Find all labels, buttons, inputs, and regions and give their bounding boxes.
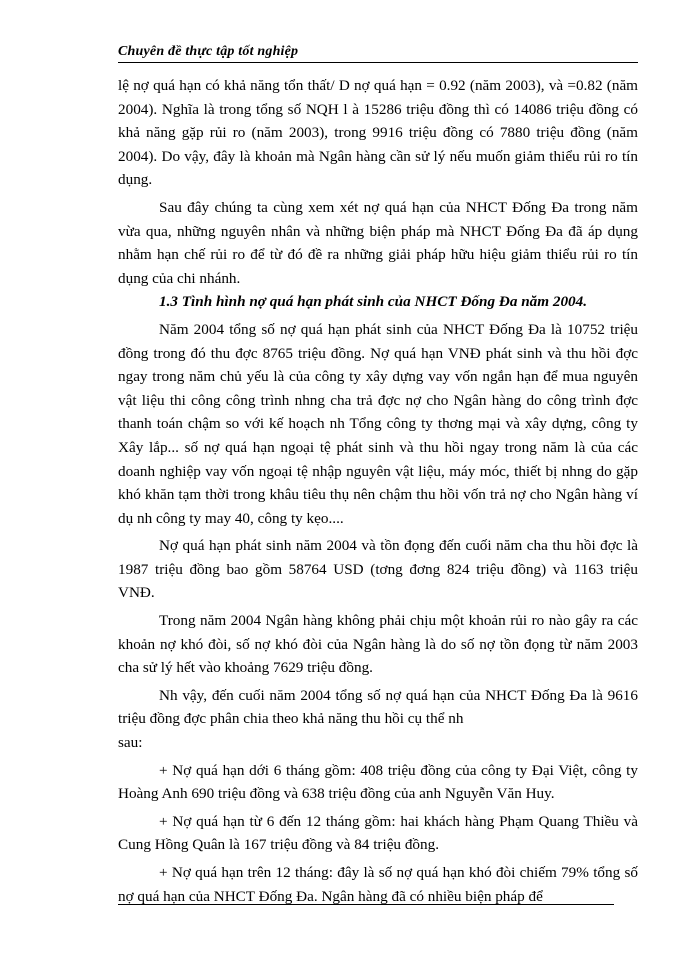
paragraph-intro-overdue: Sau đây chúng ta cùng xem xét nợ quá hạn của NHCT Đống Đa trong năm vừa qua, những nguyên nhân và những biện pháp mà NHCT Đống Đa đã áp dụng nhằm hạn chế rủi ro để từ đó đề ra những giải pháp hữu hiệu giảm thiểu rủi ro tín dụng của chi nhánh. [118,198,638,287]
paragraph-outstanding-overdue: Nợ quá hạn phát sinh năm 2004 và tồn đọng đến cuối năm cha thu hồi đợc là 1987 triệu đồng bao gồm 58764 USD (tơng đơng 824 triệu đồng) và 1163 triệu VNĐ. [118,537,638,602]
paragraph-total-overdue: Nh vậy, đến cuối năm 2004 tổng số nợ quá hạn của NHCT Đống Đa là 9616 triệu đồng đợc phân chia theo khả năng thu hồi cụ thể nh [118,686,638,728]
header-title: Chuyên đề thực tập tốt nghiệp [118,44,299,59]
list-item-6-to-12-months: + Nợ quá hạn từ 6 đến 12 tháng gồm: hai khách hàng Phạm Quang Thiều và Cung Hồng Quân là 167 triệu đồng và 84 triệu đồng. [118,812,638,854]
page-header [118,40,638,63]
paragraph-loss-ratio: lệ nợ quá hạn có khả năng tổn thất/ D nợ quá hạn = 0.92 (năm 2003), và =0.82 (năm 2004). Nghĩa là trong tổng số NQH l à 15286 triệu đồng thì có 14086 triệu đồng có khả năng gặp rủi ro (năm 2003), trong 9916 triệu đồng có 7880 triệu đồng (năm 2004). Do vậy, đây là khoản mà Ngân hàng cần sử lý nếu muốn giảm thiểu rủi ro tín dụng. [118,77,638,189]
list-item-under-6-months: + Nợ quá hạn dới 6 tháng gồm: 408 triệu đồng của công ty Đại Việt, công ty Hoàng Anh 690 triệu đồng và 638 triệu đồng của anh Nguyễn Văn Huy. [118,761,638,803]
paragraph-bad-debt: Trong năm 2004 Ngân hàng không phải chịu một khoản rủi ro nào gây ra các khoản nợ khó đòi, số nợ khó đòi của Ngân hàng là do số nợ tồn đọng từ năm 2003 cha sử lý hết vào khoảng 7629 triệu đồng. [118,612,638,677]
paragraph-2004-overdue: Năm 2004 tổng số nợ quá hạn phát sinh của NHCT Đống Đa là 10752 triệu đồng trong đó thu đợc 8765 triệu đồng. Nợ quá hạn VNĐ phát sinh và thu hồi đợc ngay trong năm chủ yếu là của công ty xây dựng vay vốn ngắn hạn để mua nguyên vật liệu thi công công trình nhng cha trả đợc nợ cho Ngân hàng do công trình đợc thanh toán chậm so với kế hoạch nh Tổng công ty thơng mại và xây dựng, công ty Xây lắp... số nợ quá hạn ngoại tệ phát sinh và thu hồi ngay trong năm là của các doanh nghiệp vay vốn ngoại tệ nhập nguyên vật liệu, máy móc, thiết bị nhng do gặp khó khăn tạm thời trong khâu tiêu thụ nên chậm thu hồi vốn trả nợ cho Ngân hàng ví dụ nh công ty may 40, công ty kẹo.... [118,320,638,527]
list-item-over-12-months: + Nợ quá hạn trên 12 tháng: đây là số nợ quá hạn khó đòi chiếm 79% tổng số nợ quá hạn của NHCT Đống Đa. Ngân hàng đã có nhiều biện pháp để [118,864,638,905]
document-body [118,74,638,908]
section-heading-1-3: 1.3 Tình hình nợ quá hạn phát sinh của NHCT Đống Đa năm 2004. [159,293,588,311]
paragraph-sau: sau: [118,734,143,752]
footer-rule [118,904,614,905]
